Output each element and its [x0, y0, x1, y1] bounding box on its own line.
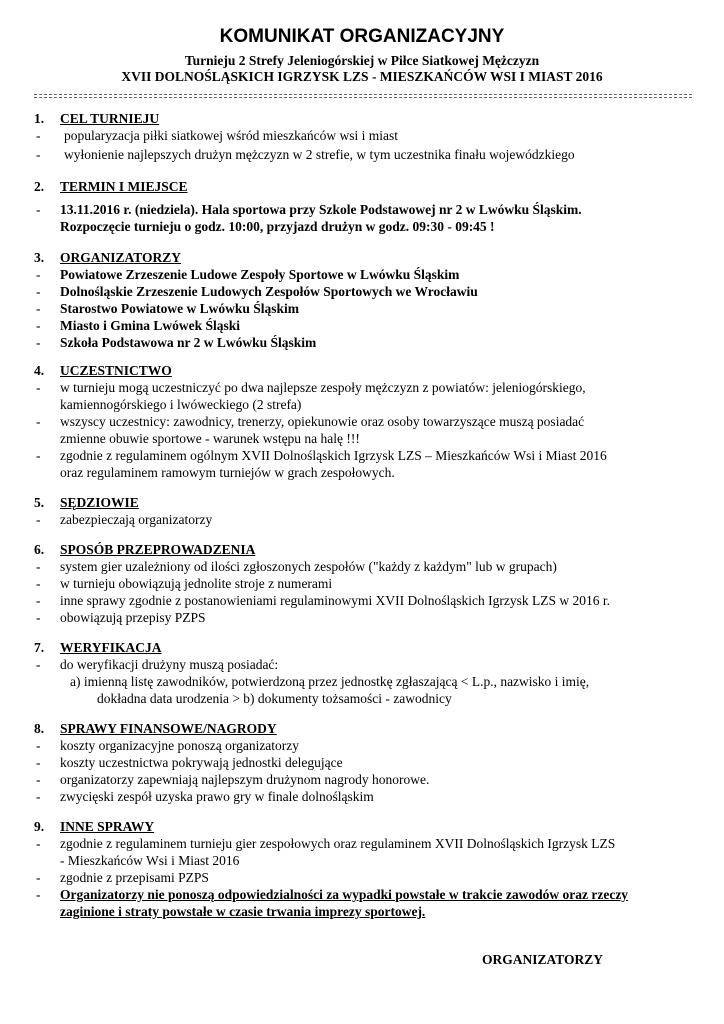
- section-1-heading: CEL TURNIEJU: [60, 111, 160, 126]
- organizer-item: Szkoła Podstawowa nr 2 w Lwówku Śląskim: [60, 335, 317, 350]
- section-1-number: 1.: [34, 111, 45, 126]
- event-date-place: 13.11.2016 r. (niedziela). Hala sportowa przy Szkole Podstawowej nr 2 w Lwówku Śląskim.: [60, 202, 582, 217]
- bullet-dash: -: [36, 789, 41, 804]
- bullet-dash: -: [36, 755, 41, 770]
- section-2-heading: TERMIN I MIEJSCE: [60, 179, 188, 194]
- list-item: zgodnie z regulaminem turnieju gier zespołowych oraz regulaminem XVII Dolnośląskich Igrzysk LZS: [60, 836, 616, 851]
- section-3-heading: ORGANIZATORZY: [60, 250, 182, 265]
- bullet-dash: -: [36, 772, 41, 787]
- event-start-time: Rozpoczęcie turnieju o godz. 10:00, przyjazd drużyn w godz. 09:30 - 09:45 !: [60, 219, 495, 234]
- section-9-heading: INNE SPRAWY: [60, 819, 155, 834]
- divider-line: [34, 97, 692, 98]
- section-3-number: 3.: [34, 250, 45, 265]
- list-item: zwycięski zespół uzyska prawo gry w finale dolnośląskim: [60, 789, 374, 804]
- bullet-dash: -: [36, 284, 41, 299]
- section-6-number: 6.: [34, 542, 45, 557]
- list-item: do weryfikacji drużyny muszą posiadać:: [60, 657, 279, 672]
- organizer-item: Miasto i Gmina Lwówek Śląski: [60, 318, 241, 333]
- signature-organizers: ORGANIZATORZY: [482, 952, 604, 967]
- bullet-dash: -: [36, 593, 41, 608]
- bullet-dash: -: [36, 267, 41, 282]
- bullet-dash: -: [36, 512, 41, 527]
- section-4-heading: UCZESTNICTWO: [60, 363, 172, 378]
- bullet-dash: -: [36, 414, 41, 429]
- list-item: wyłonienie najlepszych drużyn mężczyzn w 2 strefie, w tym uczestnika finału wojewódzkiego: [64, 147, 575, 162]
- bullet-dash: -: [36, 559, 41, 574]
- disclaimer-line: Organizatorzy nie ponoszą odpowiedzialności za wypadki powstałe w trakcie zawodów oraz rzeczy: [60, 887, 629, 902]
- list-item: zabezpieczają organizatorzy: [60, 512, 213, 527]
- document-subtitle-1: Turnieju 2 Strefy Jeleniogórskiej w Piłce Siatkowej Mężczyzn: [184, 53, 540, 68]
- section-7-number: 7.: [34, 640, 45, 655]
- bullet-dash: -: [36, 380, 41, 395]
- list-item: zgodnie z regulaminem ogólnym XVII Dolnośląskich Igrzysk LZS – Mieszkańców Wsi i Miast 2016: [60, 448, 607, 463]
- list-item: wszyscy uczestnicy: zawodnicy, trenerzy, opiekunowie oraz osoby towarzyszące muszą posiadać: [60, 414, 585, 429]
- list-item: organizatorzy zapewniają najlepszym drużynom nagrody honorowe.: [60, 772, 430, 787]
- section-8-number: 8.: [34, 721, 45, 736]
- list-item: w turnieju obowiązują jednolite stroje z numerami: [60, 576, 333, 591]
- bullet-dash: -: [36, 335, 41, 350]
- bullet-dash: -: [36, 738, 41, 753]
- bullet-dash: -: [36, 301, 41, 316]
- section-9-number: 9.: [34, 819, 45, 834]
- section-7-heading: WERYFIKACJA: [60, 640, 162, 655]
- section-5-heading: SĘDZIOWIE: [60, 495, 139, 510]
- divider-line: [34, 94, 692, 95]
- list-item-continued: - Mieszkańców Wsi i Miast 2016: [60, 853, 240, 868]
- organizer-item: Dolnośląskie Zrzeszenie Ludowych Zespołów Sportowych we Wrocławiu: [60, 284, 478, 299]
- list-item: obowiązują przepisy PZPS: [60, 610, 206, 625]
- organizer-item: Starostwo Powiatowe w Lwówku Śląskim: [60, 301, 300, 316]
- bullet-dash: -: [36, 657, 41, 672]
- section-4-number: 4.: [34, 363, 45, 378]
- bullet-dash: -: [36, 128, 41, 143]
- list-item: w turnieju mogą uczestniczyć po dwa najlepsze zespoły mężczyzn z powiatów: jeleniogórskiego,: [60, 380, 586, 395]
- bullet-dash: -: [36, 610, 41, 625]
- list-item: koszty uczestnictwa pokrywają jednostki delegujące: [60, 755, 343, 770]
- organizer-item: Powiatowe Zrzeszenie Ludowe Zespoły Sportowe w Lwówku Śląskim: [60, 267, 460, 282]
- bullet-dash: -: [36, 836, 41, 851]
- document-subtitle-2: XVII DOLNOŚLĄSKICH IGRZYSK LZS - MIESZKAŃCÓW WSI I MIAST 2016: [121, 69, 603, 84]
- list-item-continued: kamiennogórskiego i lwóweckiego (2 strefa): [60, 397, 302, 412]
- section-8-heading: SPRAWY FINANSOWE/NAGRODY: [60, 721, 277, 736]
- bullet-dash: -: [36, 318, 41, 333]
- section-5-number: 5.: [34, 495, 45, 510]
- list-item: koszty organizacyjne ponoszą organizatorzy: [60, 738, 300, 753]
- list-item: zgodnie z przepisami PZPS: [60, 870, 209, 885]
- list-item-continued: oraz regulaminem ramowym turniejów w grach zespołowych.: [60, 465, 395, 480]
- bullet-dash: -: [36, 870, 41, 885]
- list-item: system gier uzależniony od ilości zgłoszonych zespołów ("każdy z każdym" lub w grupach): [60, 559, 557, 574]
- bullet-dash: -: [36, 202, 41, 217]
- bullet-dash: -: [36, 147, 41, 162]
- bullet-dash: -: [36, 887, 41, 902]
- list-item-continued: zmienne obuwie sportowe - warunek wstępu na halę !!!: [60, 431, 360, 446]
- list-subitem-continued: dokładna data urodzenia > b) dokumenty tożsamości - zawodnicy: [97, 691, 452, 706]
- list-item: inne sprawy zgodnie z postanowieniami regulaminowymi XVII Dolnośląskich Igrzysk LZS w 2016 r.: [60, 593, 611, 608]
- bullet-dash: -: [36, 576, 41, 591]
- list-subitem: a) imienną listę zawodników, potwierdzoną przez jednostkę zgłaszającą < L.p., nazwisko i imię,: [70, 674, 590, 689]
- disclaimer-line-continued: zaginione i straty powstałe w czasie trwania imprezy sportowej.: [60, 904, 426, 919]
- section-6-heading: SPOSÓB PRZEPROWADZENIA: [60, 542, 256, 557]
- section-2-number: 2.: [34, 179, 45, 194]
- bullet-dash: -: [36, 448, 41, 463]
- list-item: popularyzacja piłki siatkowej wśród mieszkańców wsi i miast: [64, 128, 399, 143]
- document-title: KOMUNIKAT ORGANIZACYJNY: [219, 26, 505, 47]
